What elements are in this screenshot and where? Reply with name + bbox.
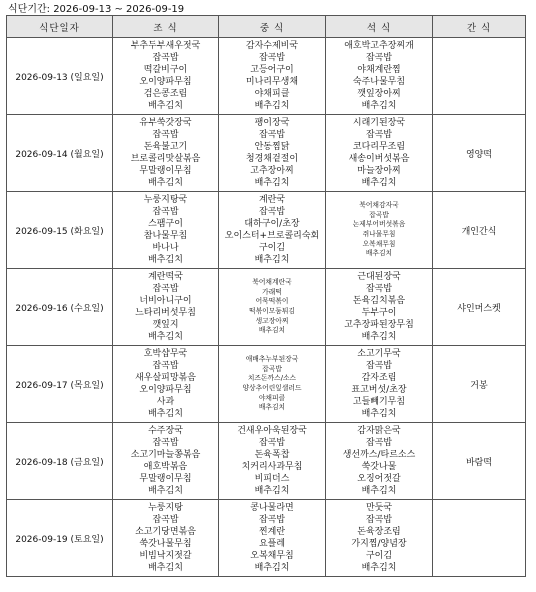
dinner-menu-list	[326, 271, 432, 343]
menu-item: 고등어구이	[250, 65, 294, 75]
menu-item: 잡곡밥	[152, 53, 179, 63]
dinner-cell	[326, 423, 433, 500]
menu-item: 비빔낙지젓갈	[139, 551, 192, 561]
header-lunch: 중 식	[219, 16, 326, 38]
menu-item: 부추두부새우젓국	[130, 41, 201, 51]
menu-item: 가래떡	[262, 287, 282, 296]
lunch-cell	[219, 423, 326, 500]
lunch-cell	[219, 192, 326, 269]
menu-item: 깻잎장아찌	[357, 89, 401, 99]
menu-item: 계란떡국	[148, 272, 183, 282]
date-cell: 2026-09-16 (수요일)	[7, 269, 113, 346]
menu-item: 코다리무조림	[352, 142, 406, 152]
menu-item: 새우살피망볶음	[135, 373, 196, 383]
snack-cell	[433, 500, 526, 577]
menu-item: 감자수제비국	[245, 41, 299, 51]
menu-item: 표고버섯/초장	[351, 385, 407, 395]
menu-item: 치커리사과무침	[241, 462, 303, 472]
dinner-menu-list	[326, 425, 432, 497]
menu-item: 잡곡밥	[365, 130, 393, 140]
menu-item: 잡곡밥	[258, 130, 286, 140]
menu-item: 생고장아찌	[255, 316, 289, 325]
snack-cell: 개인간식	[433, 192, 526, 269]
menu-item: 배추김치	[254, 563, 290, 573]
dinner-menu-list	[326, 117, 432, 189]
menu-item: 소고기마늘쫑볶음	[130, 450, 201, 460]
menu-item: 배추김치	[361, 486, 397, 496]
day-row	[7, 115, 526, 192]
menu-item: 가지찜/양념장	[351, 539, 407, 549]
menu-item: 양상추어린잎샐러드	[242, 384, 302, 392]
menu-item: 떡갈비구이	[143, 65, 188, 75]
menu-item: 고추장아찌	[250, 166, 294, 176]
menu-item: 대하구이/초장	[244, 219, 300, 229]
snack-cell: 영양떡	[433, 115, 526, 192]
breakfast-menu-list	[113, 117, 218, 189]
dinner-menu-list	[326, 40, 432, 112]
date-cell: 2026-09-14 (월요일)	[7, 115, 113, 192]
menu-item: 브로콜리맛살볶음	[130, 154, 201, 164]
menu-item: 호박샵무국	[143, 349, 188, 359]
menu-item: 잡곡밥	[258, 438, 286, 448]
dinner-cell	[326, 192, 433, 269]
menu-item: 수주장국	[148, 426, 183, 436]
dinner-cell	[326, 269, 433, 346]
menu-item: 오복채무침	[250, 551, 294, 561]
menu-item: 찐계란	[258, 527, 286, 537]
menu-item: 누룽지탕	[148, 503, 183, 513]
menu-item: 잡곡밥	[365, 361, 393, 371]
breakfast-cell	[113, 115, 219, 192]
menu-item: 배추김치	[258, 403, 286, 412]
breakfast-menu-list	[113, 194, 218, 266]
snack-cell	[433, 38, 526, 115]
menu-item: 배추김치	[361, 563, 397, 573]
menu-item: 고추장파된장무침	[344, 320, 414, 330]
menu-item: 배추김치	[361, 101, 397, 111]
menu-item: 야채계란찜	[357, 65, 401, 75]
menu-item: 숙주나물무침	[352, 77, 406, 87]
snack-cell: 샤인머스켓	[433, 269, 526, 346]
period-label: 식단기간: 2026-09-13 ~ 2026-09-19	[8, 4, 185, 15]
menu-item: 배추김치	[254, 486, 290, 496]
menu-item: 배추김치	[148, 178, 183, 188]
breakfast-cell	[113, 500, 219, 577]
menu-item: 잡곡밥	[365, 284, 393, 294]
day-row	[7, 346, 526, 423]
menu-item: 소고기당면볶음	[135, 527, 196, 537]
menu-item: 건새우아욱된장국	[237, 426, 307, 436]
menu-item: 떡볶이모둠튀김	[249, 307, 295, 315]
day-row	[7, 423, 526, 500]
menu-item: 잡곡밥	[152, 361, 179, 371]
menu-item: 느타리버섯무침	[135, 308, 196, 318]
menu-item: 콩나물라면	[250, 503, 294, 513]
menu-item: 잡곡밥	[152, 284, 179, 294]
menu-item: 배추김치	[258, 326, 286, 335]
breakfast-menu-list	[113, 348, 218, 420]
dinner-menu-list	[326, 502, 432, 574]
breakfast-cell	[113, 192, 219, 269]
menu-item: 돈육불고기	[143, 142, 188, 152]
menu-item: 돈육장조림	[357, 527, 401, 537]
menu-item: 구이김	[258, 243, 286, 253]
menu-item: 오이스터+브로콜리숙회	[224, 231, 320, 241]
dinner-cell	[326, 500, 433, 577]
header-breakfast: 조 식	[113, 16, 219, 38]
menu-item: 배추김치	[254, 178, 290, 188]
date-cell: 2026-09-15 (화요일)	[7, 192, 113, 269]
breakfast-menu-list	[113, 40, 218, 112]
breakfast-cell	[113, 346, 219, 423]
lunch-menu-list	[219, 278, 325, 336]
menu-item: 논제부어버섯볶음	[352, 220, 406, 229]
menu-item: 오이양파무침	[139, 385, 192, 395]
lunch-menu-list	[219, 40, 325, 112]
menu-item: 잡곡밥	[152, 438, 179, 448]
menu-item: 참나물무침	[143, 231, 188, 241]
menu-item: 깻잎지	[152, 320, 179, 330]
day-row	[7, 38, 526, 115]
menu-item: 배추김치	[148, 255, 183, 265]
menu-item: 애호박고추장찌개	[344, 41, 414, 51]
lunch-cell	[219, 38, 326, 115]
menu-item: 두부구이	[361, 308, 397, 318]
menu-item: 근대된장국	[357, 272, 401, 282]
menu-item: 잡곡밥	[365, 53, 393, 63]
menu-item: 감자맑은국	[357, 426, 401, 436]
menu-item: 시래기된장국	[352, 118, 406, 128]
menu-item: 계란국	[258, 195, 286, 205]
meal-plan-table	[6, 15, 526, 577]
menu-item: 배추김치	[254, 101, 290, 111]
menu-item: 야채피클	[254, 89, 290, 99]
menu-item: 무말랭이무침	[139, 166, 192, 176]
menu-item: 잡곡밥	[152, 207, 179, 217]
menu-item: 사과	[156, 397, 175, 407]
menu-item: 청경채겉절이	[245, 154, 299, 164]
menu-item: 배추김치	[254, 255, 290, 265]
lunch-cell	[219, 500, 326, 577]
header-date: 식단일자	[7, 16, 113, 38]
menu-item: 너비아니구이	[139, 296, 192, 306]
menu-item: 잡곡밥	[152, 515, 179, 525]
breakfast-menu-list	[113, 271, 218, 343]
dinner-menu-list	[326, 201, 432, 259]
menu-item: 잡곡밥	[365, 438, 393, 448]
menu-item: 잡곡밥	[152, 130, 179, 140]
menu-item: 스팸구이	[148, 219, 183, 229]
menu-item: 어묵떡볶이	[255, 297, 289, 306]
menu-item: 잡곡밥	[258, 207, 286, 217]
snack-cell: 거봉	[433, 346, 526, 423]
menu-item: 배추김치	[361, 178, 397, 188]
snack-cell: 바람떡	[433, 423, 526, 500]
menu-item: 감자조림	[361, 373, 397, 383]
breakfast-cell	[113, 423, 219, 500]
date-cell: 2026-09-17 (목요일)	[7, 346, 113, 423]
menu-item: 배추김치	[365, 249, 393, 258]
menu-item: 비피더스	[254, 474, 290, 484]
lunch-menu-list	[219, 194, 325, 266]
menu-item: 배추김치	[361, 409, 397, 419]
menu-item: 쑥갓나물	[361, 462, 397, 472]
menu-item: 잡곡밥	[369, 210, 389, 219]
menu-item: 마늘장아찌	[357, 166, 401, 176]
header-row	[7, 16, 526, 38]
menu-item: 팽이장국	[254, 118, 290, 128]
menu-item: 돈육폭찹	[254, 450, 290, 460]
date-cell: 2026-09-13 (일요일)	[7, 38, 113, 115]
menu-item: 배추김치	[148, 332, 183, 342]
menu-item: 생선까스/타르소스	[342, 450, 416, 460]
menu-item: 배추김치	[148, 563, 183, 573]
lunch-cell	[219, 269, 326, 346]
breakfast-menu-list	[113, 502, 218, 574]
day-row	[7, 192, 526, 269]
menu-item: 배추김치	[148, 101, 183, 111]
menu-item: 오복채무침	[362, 239, 396, 248]
breakfast-cell	[113, 269, 219, 346]
menu-item: 만둣국	[365, 503, 393, 513]
menu-item: 북어채감자국	[359, 200, 399, 209]
menu-item: 안동찜닭	[254, 142, 290, 152]
menu-item: 잡곡밥	[262, 364, 282, 373]
lunch-cell	[219, 115, 326, 192]
menu-item: 잡곡밥	[258, 53, 286, 63]
menu-item: 오징어젓갈	[357, 474, 401, 484]
dinner-menu-list	[326, 348, 432, 420]
day-row	[7, 500, 526, 577]
date-cell: 2026-09-19 (토요일)	[7, 500, 113, 577]
menu-item: 무말랭이무침	[139, 474, 192, 484]
menu-item: 쥐나물무침	[362, 230, 396, 238]
meal-plan-body	[7, 38, 526, 577]
menu-item: 누룽지탕국	[143, 195, 188, 205]
date-cell: 2026-09-18 (금요일)	[7, 423, 113, 500]
menu-item: 애호박볶음	[143, 462, 188, 472]
menu-item: 배추김치	[148, 486, 183, 496]
menu-item: 소고기무국	[357, 349, 401, 359]
menu-item: 애배추누부된장국	[245, 354, 299, 363]
breakfast-cell	[113, 38, 219, 115]
menu-item: 검은콩조림	[143, 89, 188, 99]
menu-item: 고들빼기무침	[352, 397, 406, 407]
menu-item: 미나리무생채	[245, 77, 299, 87]
menu-item: 요플레	[258, 539, 286, 549]
menu-item: 잡곡밥	[365, 515, 393, 525]
menu-item: 배추김치	[148, 409, 183, 419]
menu-item: 오이양파무침	[139, 77, 192, 87]
menu-item: 북어채계란국	[252, 277, 292, 286]
menu-item: 야채피클	[258, 393, 286, 402]
menu-item: 구이김	[365, 551, 393, 561]
menu-item: 새송이버섯볶음	[348, 154, 410, 164]
day-row	[7, 269, 526, 346]
breakfast-menu-list	[113, 425, 218, 497]
menu-item: 치즈돈까스/소스	[247, 374, 297, 383]
lunch-cell	[219, 346, 326, 423]
lunch-menu-list	[219, 117, 325, 189]
lunch-menu-list	[219, 425, 325, 497]
dinner-cell	[326, 346, 433, 423]
menu-item: 바나나	[152, 243, 179, 253]
lunch-menu-list	[219, 355, 325, 413]
menu-item: 돈육김치볶음	[352, 296, 406, 306]
menu-item: 유부쑥갓장국	[139, 118, 192, 128]
lunch-menu-list	[219, 502, 325, 574]
menu-item: 쑥갓나물무침	[139, 539, 192, 549]
header-dinner: 석 식	[326, 16, 433, 38]
dinner-cell	[326, 38, 433, 115]
menu-item: 배추김치	[361, 332, 397, 342]
menu-item: 잡곡밥	[258, 515, 286, 525]
header-snack: 간 식	[433, 16, 526, 38]
dinner-cell	[326, 115, 433, 192]
